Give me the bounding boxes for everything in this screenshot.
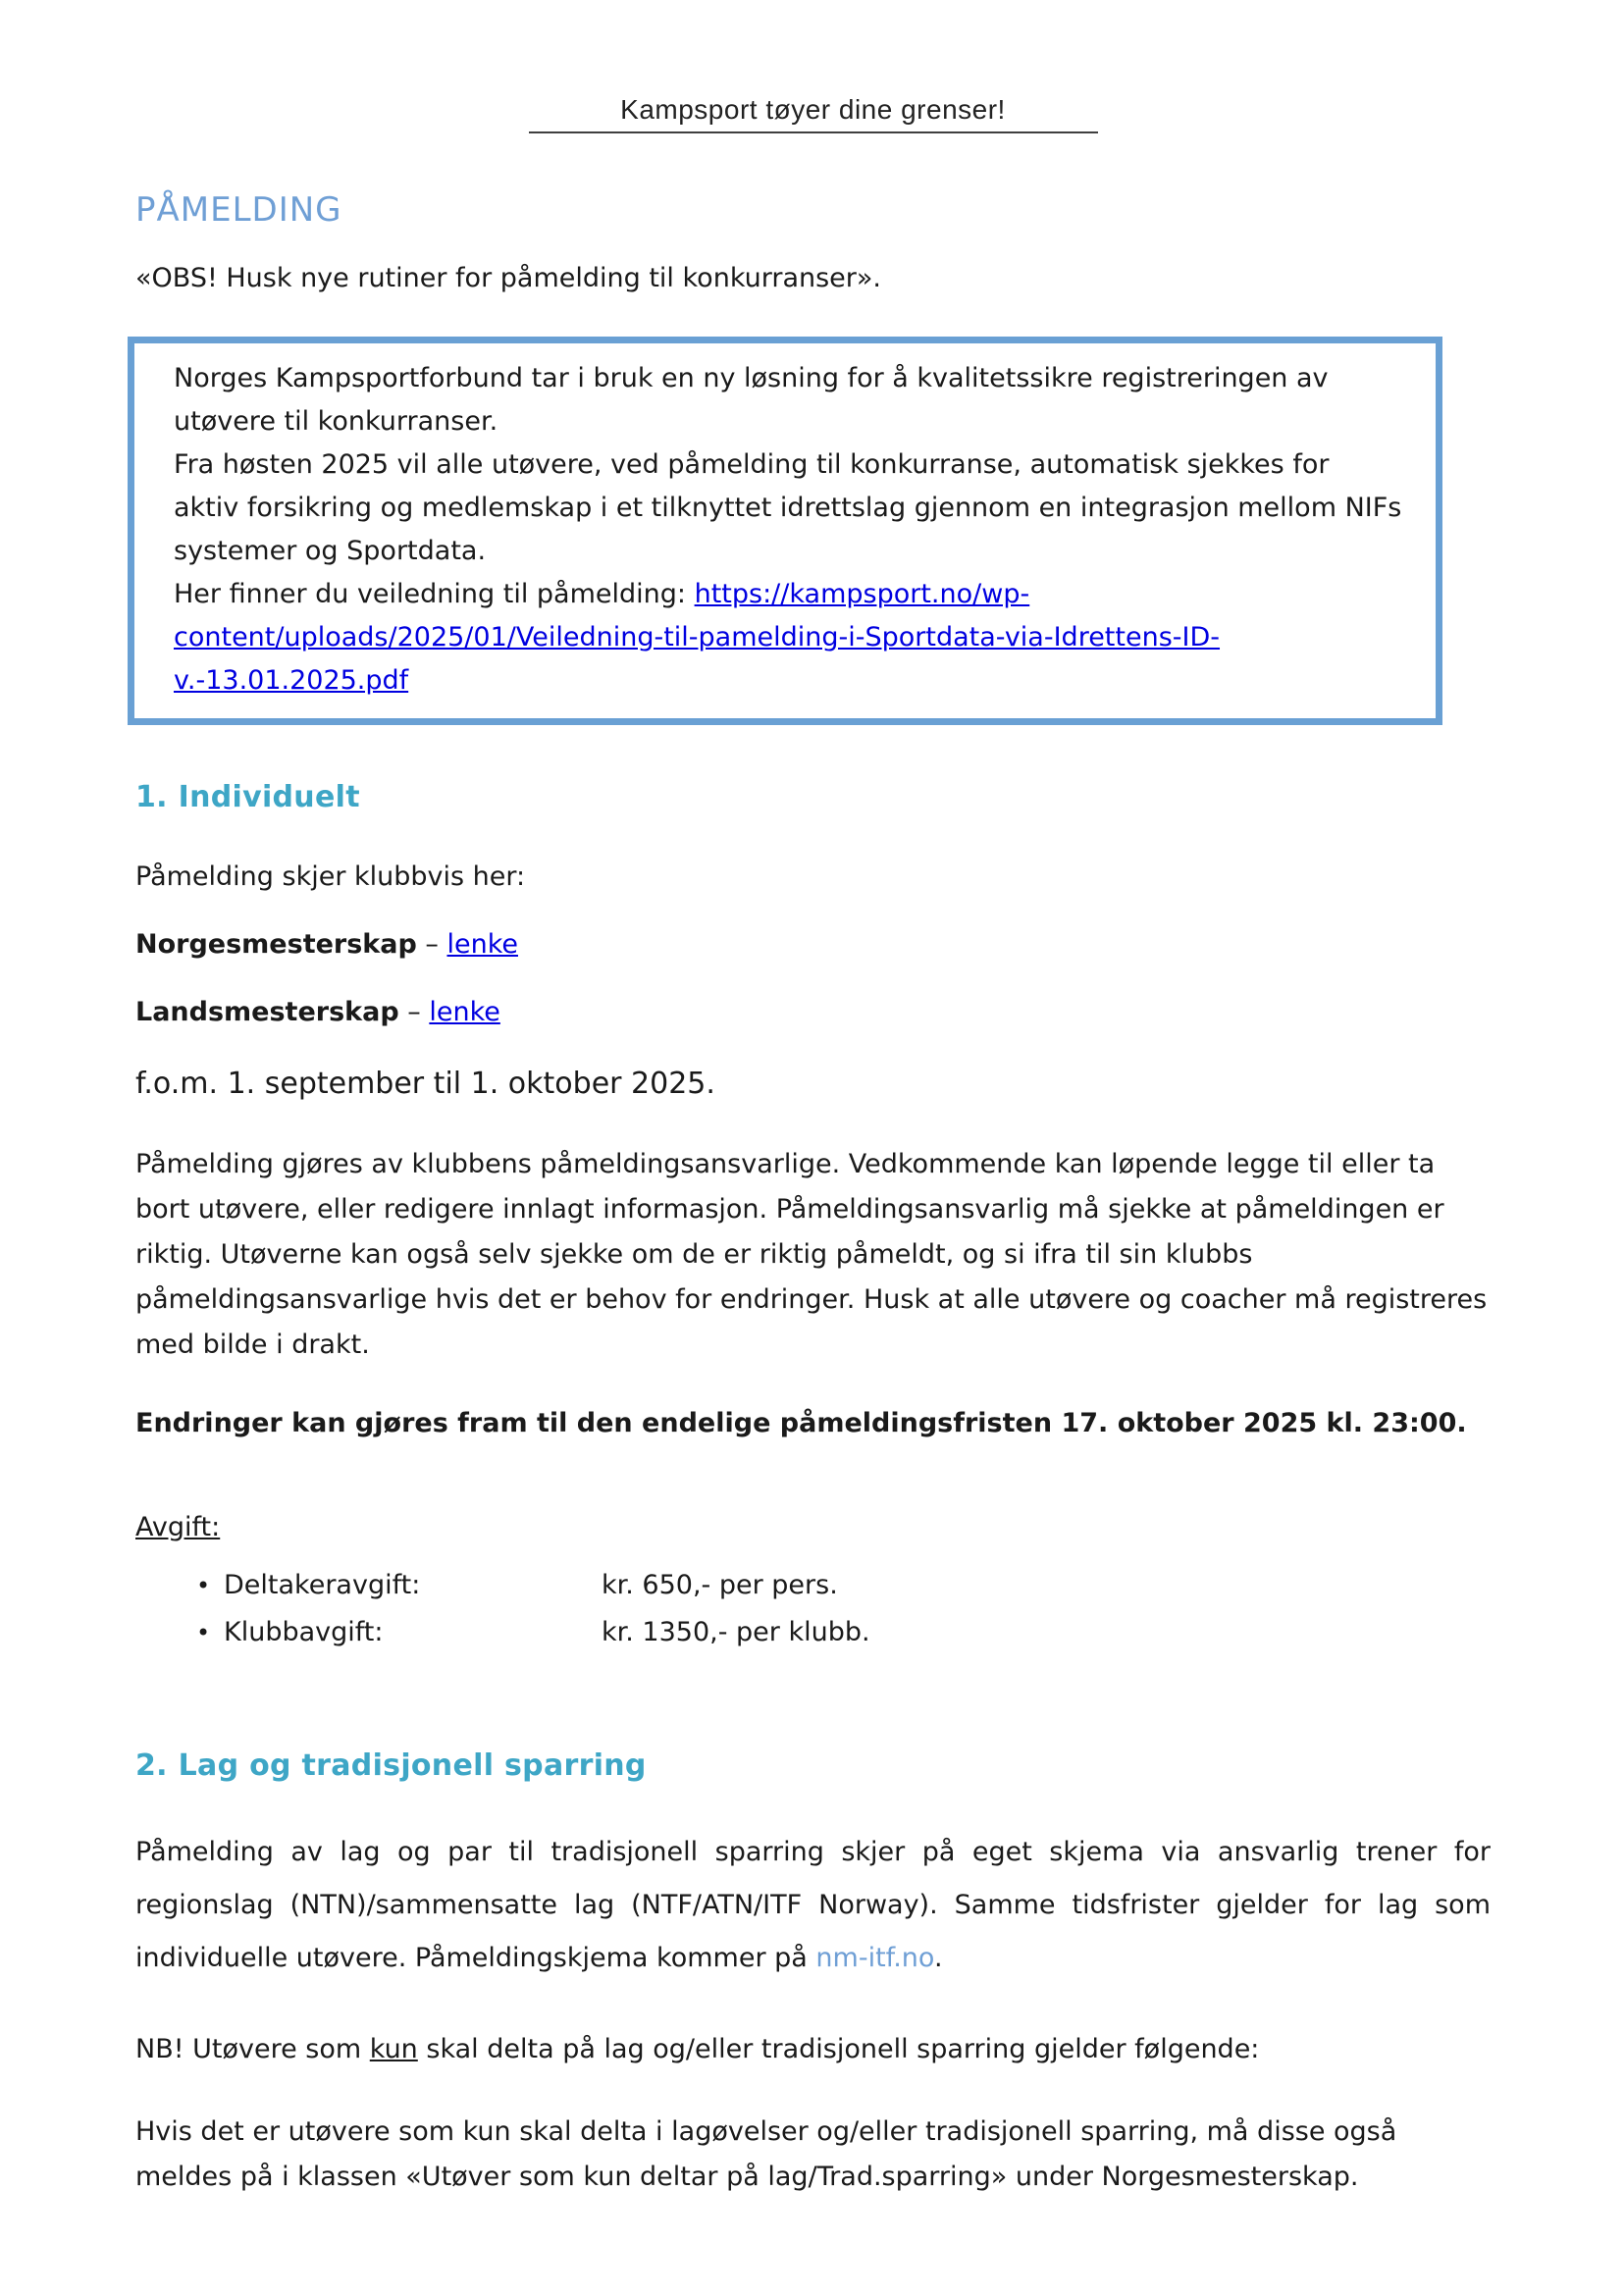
separator-dash: – (416, 929, 447, 960)
fee-label: Klubbavgift: (224, 1617, 384, 1647)
deadline-statement: Endringer kan gjøres fram til den endelige påmeldingsfristen 17. oktober 2025 kl. 23:00. (135, 1408, 1467, 1438)
section2-paragraph-text: Påmelding av lag og par til tradisjonell sparring skjer på eget skjema via ansvarlig trener for regionslag (NTN)/sammensatte lag (NTF/ATN/ITF Norway). Samme tidsfrister gjelder for lag som individuelle utøvere. Påmeldingskjema kommer på (135, 1837, 1491, 1973)
norgesmesterskap-link-line (135, 929, 1491, 960)
nb-note-start: NB! Utøvere som (135, 2034, 370, 2064)
fee-value: kr. 1350,- per klubb. (602, 1617, 870, 1647)
section1-paragraph: Påmelding gjøres av klubbens påmeldingsansvarlige. Vedkommende kan løpende legge til eller ta bort utøvere, eller redigere innlagt informasjon. Påmeldingsansvarlig må sjekke at påmeldingen er riktig. Utøverne kan også selv sjekke om de er riktig påmeldt, og si ifra til sin klubbs påmeldingsansvarlige hvis det er behov for endringer. Husk at alle utøvere og coacher må registreres med bilde i drakt. (135, 1149, 1488, 1360)
landsmesterskap-link-line (135, 997, 1491, 1027)
landsmesterskap-link[interactable]: lenke (429, 997, 500, 1027)
nm-itf-link[interactable]: nm-itf.no (815, 1943, 934, 1973)
fee-label: Deltakeravgift: (224, 1570, 421, 1600)
header-rule (529, 131, 1098, 133)
fees-heading: Avgift: (135, 1512, 221, 1542)
section1-heading: 1. Individuelt (135, 780, 360, 814)
section2-paragraph-period: . (933, 1943, 943, 1973)
info-box (128, 337, 1442, 725)
landsmesterskap-label: Landsmesterskap (135, 997, 399, 1027)
obs-note: «OBS! Husk nye rutiner for påmelding til konkurranser». (135, 263, 881, 293)
page-header (135, 94, 1491, 133)
fee-value: kr. 650,- per pers. (602, 1570, 838, 1600)
section1-intro: Påmelding skjer klubbvis her: (135, 861, 526, 892)
norgesmesterskap-link[interactable]: lenke (446, 929, 518, 960)
info-box-line2: Fra høsten 2025 vil alle utøvere, ved påmelding til konkurranse, automatisk sjekkes for aktiv forsikring og medlemskap i et tilknyttet idrettslag gjennom en integrasjon mellom NIFs systemer og Sportdata. (174, 449, 1402, 566)
info-box-line1: Norges Kampsportforbund tar i bruk en ny løsning for å kvalitetssikre registreringen av utøvere til konkurranser. (174, 363, 1329, 437)
bullet-icon: • (196, 1572, 211, 1599)
list-item (135, 1562, 1491, 1609)
page-title: PÅMELDING (135, 190, 342, 230)
bullet-icon: • (196, 1619, 211, 1646)
nb-note-end: skal delta på lag og/eller tradisjonell sparring gjelder følgende: (417, 2034, 1260, 2064)
nb-underlined-word: kun (369, 2034, 418, 2064)
section2-heading: 2. Lag og tradisjonell sparring (135, 1748, 647, 1783)
guide-pdf-link[interactable]: https://kampsport.no/wp-content/uploads/2025/01/Veiledning-til-pamelding-i-Sportdata-via-Idrettens-ID-v.-13.01.2025.pdf (174, 579, 1221, 696)
list-item (135, 1609, 1491, 1656)
section2-paragraph (135, 1826, 1491, 1985)
registration-period: f.o.m. 1. september til 1. oktober 2025. (135, 1067, 715, 1101)
fees-list (135, 1562, 1491, 1656)
nb-note (135, 2034, 1491, 2064)
info-box-line3-prefix: Her finner du veiledning til påmelding: (174, 579, 695, 609)
header-tagline: Kampsport tøyer dine grenser! (620, 94, 1006, 125)
final-paragraph: Hvis det er utøvere som kun skal delta i lagøvelser og/eller tradisjonell sparring, må disse også meldes på i klassen «Utøver som kun deltar på lag/Trad.sparring» under Norgesmesterskap. (135, 2116, 1397, 2192)
norgesmesterskap-label: Norgesmesterskap (135, 929, 417, 960)
separator-dash: – (398, 997, 430, 1027)
